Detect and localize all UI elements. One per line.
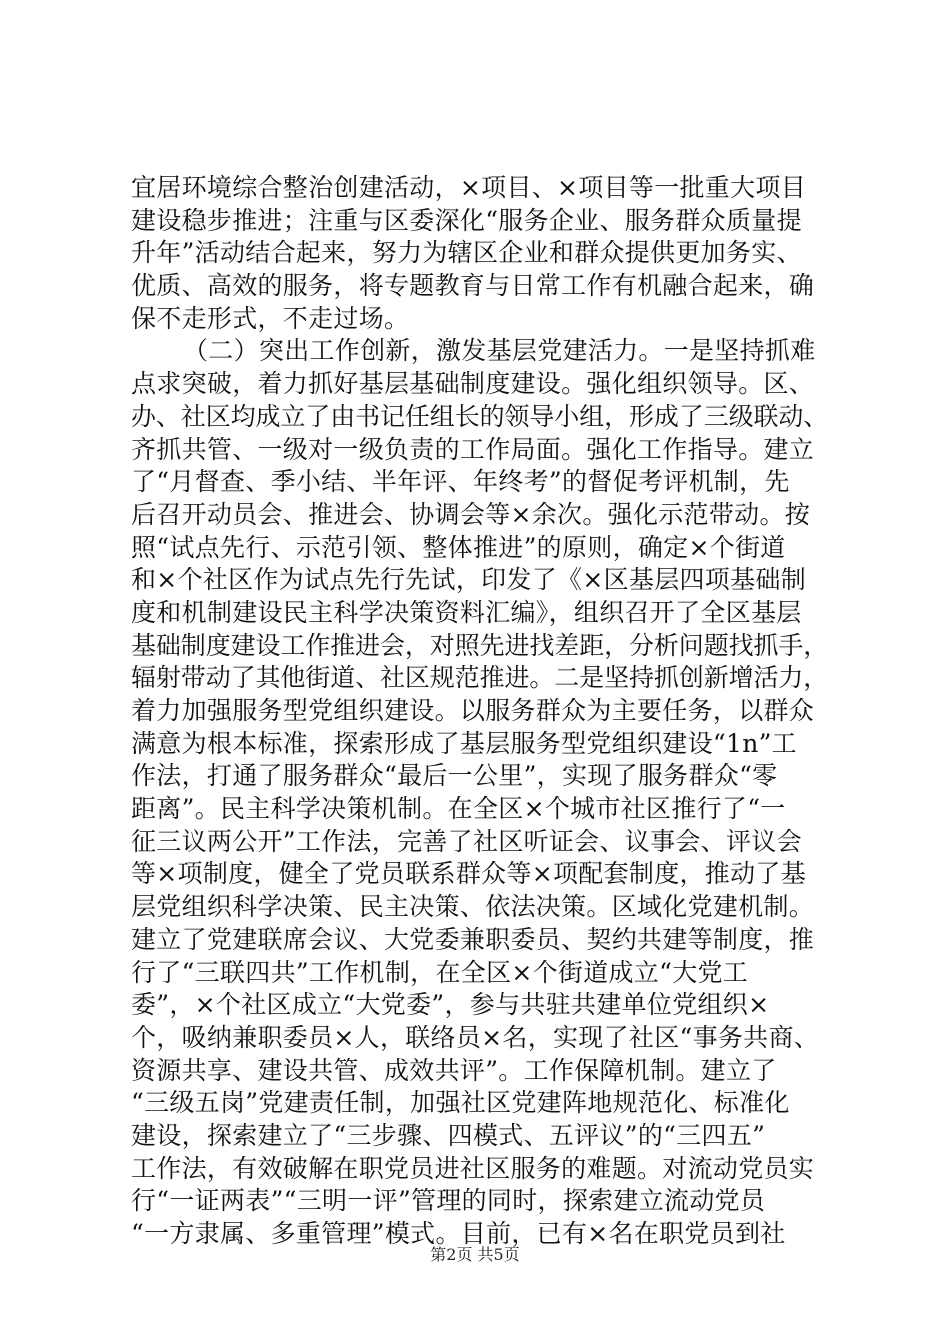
text-line: 着力加强服务型党组织建设。以服务群众为主要任务，以群众: [131, 696, 815, 725]
text-line: 升年”活动结合起来，努力为辖区企业和群众提供更加务实、: [131, 238, 802, 268]
text-line: 优质、高效的服务，将专题教育与日常工作有机融合起来，确: [131, 271, 815, 301]
text-line: “一方隶属、多重管理”模式。目前，已有×名在职党员到社: [131, 1219, 786, 1248]
text-line: 基础制度建设工作推进会，对照先进找差距，分析问题找抓手，: [131, 630, 829, 660]
text-line: 建设稳步推进；注重与区委深化“服务企业、服务群众质量提: [131, 205, 802, 235]
text-line: 行了“三联四共”工作机制，在全区×个街道成立“大党工: [131, 957, 749, 987]
text-line: 满意为根本标准，探索形成了基层服务型党组织建设“1n”工: [131, 728, 797, 758]
page-footer: 第2页 共5页: [430, 1245, 520, 1264]
text-line: 建立了党建联席会议、大党委兼职委员、契约共建等制度，推: [131, 924, 815, 954]
text-line: 行“一证两表”“三明一评”管理的同时，探索建立流动党员: [131, 1186, 766, 1216]
text-line: 办、社区均成立了由书记任组长的领导小组，形成了三级联动、: [131, 401, 829, 431]
text-line: “三级五岗”党建责任制，加强社区党建阵地规范化、标准化: [131, 1088, 790, 1118]
text-line: 宜居环境综合整治创建活动，×项目、×项目等一批重大项目: [131, 173, 806, 202]
text-line: 齐抓共管、一级对一级负责的工作局面。强化工作指导。建立: [131, 434, 815, 464]
text-line: 度和机制建设民主科学决策资料汇编》，组织召开了全区基层: [131, 597, 802, 627]
text-line: 资源共享、建设共管、成效共评”。工作保障机制。建立了: [131, 1055, 777, 1085]
text-line: 和×个社区作为试点先行先试，印发了《×区基层四项基础制: [131, 565, 806, 595]
text-line: 委”，×个社区成立“大党委”，参与共驻共建单位党组织×: [131, 990, 770, 1020]
text-line: 距离”。民主科学决策机制。在全区×个城市社区推行了“一: [131, 794, 786, 824]
text-line: 工作法，有效破解在职党员进社区服务的难题。对流动党员实: [131, 1153, 815, 1183]
text-line: 保不走形式，不走过场。: [131, 303, 410, 333]
text-line: 个，吸纳兼职委员×人，联络员×名，实现了社区“事务共商、: [131, 1022, 820, 1052]
text-line: 等×项制度，健全了党员联系群众等×项配套制度，推动了基: [131, 859, 806, 889]
text-line: 作法，打通了服务群众“最后一公里”，实现了服务群众“零: [131, 761, 778, 791]
text-line: 后召开动员会、推进会、协调会等×余次。强化示范带动。按: [131, 499, 811, 529]
text-line: 辐射带动了其他街道、社区规范推进。二是坚持抓创新增活力，: [131, 663, 829, 693]
text-line: 点求突破，着力抓好基层基础制度建设。强化组织领导。区、: [131, 369, 815, 399]
text-line: 层党组织科学决策、民主决策、依法决策。区域化党建机制。: [131, 892, 815, 922]
text-line: 征三议两公开”工作法，完善了社区听证会、议事会、评议会: [131, 826, 802, 856]
text-line: 照“试点先行、示范引领、整体推进”的原则，确定×个街道: [131, 532, 786, 562]
text-line: （二）突出工作创新，激发基层党建活力。一是坚持抓难: [183, 336, 816, 366]
text-line: 建设，探索建立了“三步骤、四模式、五评议”的“三四五”: [131, 1120, 766, 1150]
body-text: [131, 172, 831, 1251]
text-line: 了“月督查、季小结、半年评、年终考”的督促考评机制，先: [131, 467, 790, 497]
